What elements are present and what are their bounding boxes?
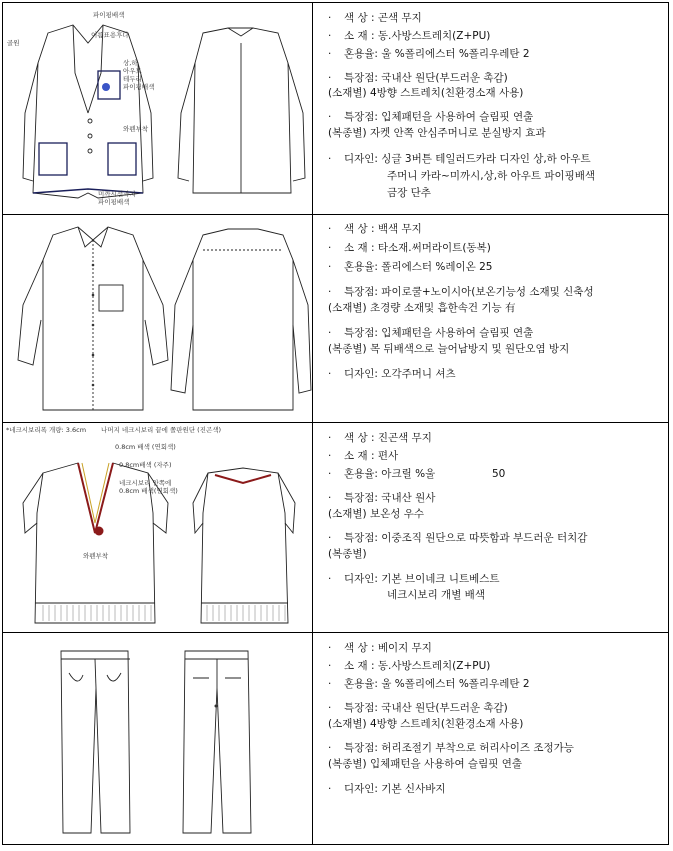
vest-feature1-sub: (소재별) 보온성 우수 — [328, 508, 425, 520]
spec-table — [2, 2, 669, 845]
vest-spec-cell — [314, 423, 668, 632]
vest-feature2-sub: (복종별) — [328, 548, 367, 560]
table-row-pants — [3, 633, 668, 844]
vest-design-line: · 디자인: 기본 브이네크 니트베스트 — [328, 573, 500, 585]
svg-text:파이핑배색: 파이핑배색 — [123, 83, 155, 91]
jacket-feature1-line: · 특장점: 국내산 원단(부드러운 촉감) — [328, 72, 508, 84]
shirt-design-line: · 디자인: 오각주머니 셔츠 — [328, 368, 456, 380]
pants-feature1-line: · 특장점: 국내산 원단(부드러운 촉감) — [328, 702, 508, 714]
jacket-design-line: · 디자인: 싱글 3버튼 테일러드카라 디자인 상,하 아우트 — [328, 153, 591, 165]
pants-feature1-sub: (소재별) 4방향 스트레치(친환경소재 사용) — [328, 718, 524, 730]
table-row-vest — [3, 423, 668, 633]
pants-blend-line: · 혼용율: 울 %폴리에스터 %폴리우레탄 2 — [328, 678, 530, 690]
vest-design-sub: 네크시보리 개별 배색 — [387, 589, 485, 601]
jacket-feature2-sub: (복종별) 자켓 안쪽 안심주머니로 분실방지 효과 — [328, 127, 546, 139]
pants-feature2-line: · 특장점: 허리조절기 부착으로 허리사이즈 조정가능 — [328, 742, 574, 754]
jacket-design-sub1: 주머니 카라~미까시,상,하 아우트 파이핑배색 — [387, 170, 596, 182]
jacket-blend-line: · 혼용율: 울 %폴리에스터 %폴리우레탄 2 — [328, 48, 530, 60]
svg-text:0.8cm배색 (자주): 0.8cm배색 (자주) — [119, 461, 172, 469]
svg-text:네크시보리 안쪽에: 네크시보리 안쪽에 — [119, 479, 172, 487]
vest-material-line: · 소 재 : 편사 — [328, 450, 399, 462]
shirt-feature1-line: · 특장점: 파이로쿨+노이시아(보온기능성 소재및 신축성 — [328, 286, 594, 298]
svg-text:테두리: 테두리 — [123, 75, 142, 83]
svg-text:나머지 네크시보리 끝에 쫄판원단 (진곤색): 나머지 네크시보리 끝에 쫄판원단 (진곤색) — [101, 426, 222, 434]
svg-text:와펜부착: 와펜부착 — [123, 125, 149, 133]
svg-text:0.8cm 배색 (연회색): 0.8cm 배색 (연회색) — [115, 443, 176, 451]
svg-text:미까시선과치: 미까시선과치 — [98, 190, 136, 198]
shirt-drawing-icon — [3, 215, 312, 422]
vest-drawing-icon — [3, 423, 312, 632]
pants-spec-cell — [314, 633, 668, 844]
shirt-blend-line: · 혼용율: 폴리에스터 %레이온 25 — [328, 261, 493, 273]
svg-text:상,하: 상,하 — [123, 59, 138, 67]
vest-feature2-line: · 특장점: 이중조직 원단으로 따뜻함과 부드러운 터치감 — [328, 532, 588, 544]
shirt-image-cell — [3, 215, 313, 422]
pants-feature2-sub: (복종별) 입체패턴을 사용하여 슬림핏 연출 — [328, 758, 522, 770]
shirt-feature1-sub: (소재별) 초경량 소재및 흡한속건 기능 有 — [328, 302, 516, 314]
pants-image-cell — [3, 633, 313, 844]
jacket-feature2-line: · 특장점: 입체패턴을 사용하여 슬림핏 연출 — [328, 111, 534, 123]
svg-text:0.8cm 배색(연회색): 0.8cm 배색(연회색) — [119, 487, 178, 495]
svg-text:와펜부착: 와펜부착 — [83, 552, 109, 560]
vest-blend-number: 50 — [492, 468, 506, 480]
jacket-design-sub2: 금장 단추 — [387, 187, 431, 199]
vest-feature1-line: · 특장점: 국내산 원사 — [328, 492, 436, 504]
shirt-color-line: · 색 상 : 백색 무지 — [328, 223, 422, 235]
svg-text:*네크시보리폭 개량: 3.6cm: *네크시보리폭 개량: 3.6cm — [6, 426, 87, 434]
jacket-image-cell — [3, 3, 313, 214]
svg-text:파이핑배색: 파이핑배색 — [98, 198, 130, 206]
pants-material-line: · 소 재 : 동.사방스트레치(Z+PU) — [328, 660, 491, 672]
pants-drawing-icon — [3, 633, 312, 843]
vest-image-cell — [3, 423, 313, 632]
jacket-drawing-icon — [3, 3, 312, 214]
table-row-shirt — [3, 215, 668, 423]
svg-text:아우트: 아우트 — [123, 67, 142, 75]
shirt-feature2-line: · 특장점: 입체패턴을 사용하여 슬림핏 연출 — [328, 327, 534, 339]
jacket-material-line: · 소 재 : 동.사방스트레치(Z+PU) — [328, 30, 491, 42]
svg-text:파이핑배색: 파이핑배색 — [93, 11, 125, 19]
shirt-material-line: · 소 재 : 타소재.써머라이트(동복) — [328, 242, 491, 254]
pants-color-line: · 색 상 : 베이지 무지 — [328, 642, 432, 654]
shirt-spec-cell — [314, 215, 668, 422]
svg-text:골원: 골원 — [7, 39, 20, 47]
pants-design-line: · 디자인: 기본 신사바지 — [328, 783, 446, 795]
shirt-feature2-sub: (복종별) 목 뒤배색으로 늘어남방지 및 원단오염 방지 — [328, 343, 570, 355]
vest-color-line: · 색 상 : 진곤색 무지 — [328, 432, 432, 444]
table-row-jacket — [3, 3, 668, 215]
jacket-feature1-sub: (소재별) 4방향 스트레치(친환경소재 사용) — [328, 87, 524, 99]
vest-blend-line: · 혼용율: 아크릴 %울 — [328, 468, 436, 480]
svg-text:이름표용후다: 이름표용후다 — [91, 31, 129, 39]
jacket-color-line: · 색 상 : 곤색 무지 — [328, 12, 422, 24]
jacket-spec-cell — [314, 3, 668, 214]
